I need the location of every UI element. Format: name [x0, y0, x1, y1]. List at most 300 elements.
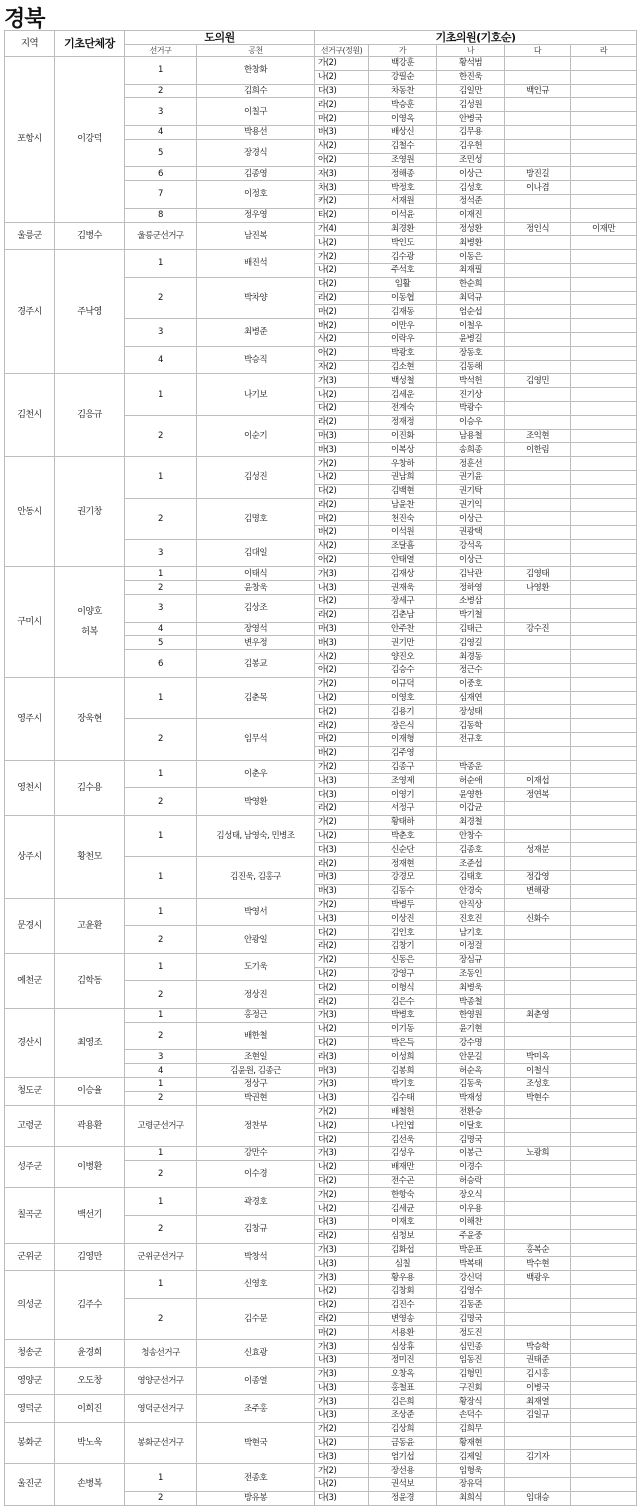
candidate-cell — [571, 181, 637, 195]
district-cell: 1 — [125, 457, 197, 498]
subdistrict-cell: 자(2) — [315, 360, 369, 374]
subdistrict-cell: 나(3) — [315, 1353, 369, 1367]
district-cell: 2 — [125, 277, 197, 318]
nominee-cell: 김성진 — [197, 457, 315, 498]
candidate-cell: 이동은 — [437, 250, 505, 264]
candidate-cell — [571, 346, 637, 360]
subdistrict-cell: 나(3) — [315, 774, 369, 788]
candidate-cell — [571, 1367, 637, 1381]
candidate-cell — [571, 263, 637, 277]
candidate-cell — [505, 760, 571, 774]
nominee-cell: 이춘우 — [197, 760, 315, 788]
candidate-cell: 안창수 — [437, 829, 505, 843]
candidate-cell: 최병환 — [437, 236, 505, 250]
candidate-cell — [571, 898, 637, 912]
nominee-cell: 김창규 — [197, 1215, 315, 1243]
district-cell: 2 — [125, 84, 197, 98]
subdistrict-cell: 나(3) — [315, 1091, 369, 1105]
subdistrict-cell: 라(2) — [315, 98, 369, 112]
subdistrict-cell: 다(2) — [315, 401, 369, 415]
candidate-cell — [505, 995, 571, 1009]
candidate-cell: 김성원 — [437, 98, 505, 112]
nominee-cell: 강만수 — [197, 1146, 315, 1160]
subdistrict-cell: 나(2) — [315, 691, 369, 705]
candidate-cell: 엄순섭 — [437, 305, 505, 319]
candidate-cell: 권재욱 — [369, 581, 437, 595]
nominee-cell: 박권현 — [197, 1091, 315, 1105]
subdistrict-cell: 마(2) — [315, 305, 369, 319]
subdistrict-cell: 다(2) — [315, 1133, 369, 1147]
candidate-cell — [571, 1326, 637, 1340]
candidate-cell: 이달호 — [437, 1119, 505, 1133]
candidate-cell — [505, 1133, 571, 1147]
candidate-cell — [571, 1422, 637, 1436]
subdistrict-cell: 나(2) — [315, 967, 369, 981]
candidate-cell: 김제일 — [437, 1450, 505, 1464]
candidate-cell: 이갑균 — [437, 802, 505, 816]
subdistrict-cell: 다(2) — [315, 705, 369, 719]
candidate-cell — [571, 1146, 637, 1160]
candidate-cell: 김백현 — [369, 484, 437, 498]
subdistrict-cell: 마(3) — [315, 622, 369, 636]
candidate-cell: 박병호 — [369, 1008, 437, 1022]
subdistrict-cell: 나(2) — [315, 829, 369, 843]
subdistrict-cell: 다(2) — [315, 926, 369, 940]
head-cell: 김수용 — [55, 760, 125, 815]
candidate-cell: 변해광 — [505, 884, 571, 898]
candidate-cell: 박미옥 — [505, 1050, 571, 1064]
candidate-cell — [571, 1022, 637, 1036]
candidate-cell: 최병욱 — [437, 981, 505, 995]
candidate-cell — [505, 636, 571, 650]
candidate-cell — [571, 319, 637, 333]
candidate-cell — [571, 802, 637, 816]
district-cell: 1 — [125, 953, 197, 981]
candidate-cell: 정재정 — [369, 415, 437, 429]
candidate-cell — [571, 1395, 637, 1409]
candidate-cell: 나인엽 — [369, 1119, 437, 1133]
candidate-cell — [505, 470, 571, 484]
candidate-cell: 김명국 — [437, 1312, 505, 1326]
region-cell: 청송군 — [5, 1340, 55, 1368]
district-cell: 2 — [125, 719, 197, 760]
candidate-cell — [571, 1271, 637, 1285]
subdistrict-cell: 다(2) — [315, 1174, 369, 1188]
candidate-cell: 전계숙 — [369, 401, 437, 415]
nominee-cell: 신효광 — [197, 1340, 315, 1368]
subdistrict-cell: 다(3) — [315, 788, 369, 802]
candidate-cell — [571, 360, 637, 374]
candidate-cell: 양진오 — [369, 650, 437, 664]
col-header-da: 다 — [505, 45, 571, 57]
candidate-cell: 김수광 — [369, 250, 437, 264]
subdistrict-cell: 다(2) — [315, 484, 369, 498]
subdistrict-cell: 사(2) — [315, 650, 369, 664]
subdistrict-cell: 라(2) — [315, 857, 369, 871]
candidate-cell — [571, 1160, 637, 1174]
candidate-cell: 심칠 — [369, 1257, 437, 1271]
candidate-cell: 남용철 — [437, 429, 505, 443]
candidate-cell — [571, 457, 637, 471]
nominee-cell: 변우정 — [197, 636, 315, 650]
district-cell: 1 — [125, 815, 197, 856]
subdistrict-cell: 다(3) — [315, 1450, 369, 1464]
district-cell: 1 — [125, 760, 197, 788]
subdistrict-cell: 바(2) — [315, 319, 369, 333]
candidate-cell — [571, 1436, 637, 1450]
candidate-cell — [571, 912, 637, 926]
candidate-cell: 김주영 — [369, 746, 437, 760]
candidate-cell — [505, 815, 571, 829]
candidate-cell — [571, 788, 637, 802]
candidate-cell: 김우헌 — [437, 139, 505, 153]
subdistrict-cell: 라(2) — [315, 995, 369, 1009]
candidate-cell: 심재연 — [437, 691, 505, 705]
candidate-cell — [571, 691, 637, 705]
nominee-cell: 정우영 — [197, 208, 315, 222]
candidate-cell: 금동윤 — [369, 1436, 437, 1450]
subdistrict-cell: 다(2) — [315, 1298, 369, 1312]
candidate-cell: 심상휴 — [369, 1340, 437, 1354]
candidate-cell: 정훈선 — [437, 457, 505, 471]
district-cell: 2 — [125, 1160, 197, 1188]
candidate-cell: 김상희 — [369, 1422, 437, 1436]
candidate-cell: 박석헌 — [437, 374, 505, 388]
subdistrict-cell: 다(2) — [315, 1036, 369, 1050]
candidate-cell: 권기만 — [369, 636, 437, 650]
candidate-cell — [505, 1326, 571, 1340]
candidate-cell — [571, 1008, 637, 1022]
nominee-cell: 김대일 — [197, 539, 315, 567]
candidate-cell: 김은희 — [369, 1395, 437, 1409]
candidate-cell: 진호진 — [437, 912, 505, 926]
page-title: 경북 — [4, 7, 45, 32]
nominee-cell: 도기욱 — [197, 953, 315, 981]
district-cell: 영덕군선거구 — [125, 1395, 197, 1423]
head-cell: 김응규 — [55, 374, 125, 457]
candidate-cell: 박승학 — [505, 1340, 571, 1354]
candidate-cell: 한진욱 — [437, 70, 505, 84]
candidate-cell: 허순옥 — [437, 1064, 505, 1078]
candidate-cell — [571, 884, 637, 898]
candidate-cell: 김종호 — [437, 843, 505, 857]
candidate-cell — [505, 1478, 571, 1492]
candidate-cell — [505, 153, 571, 167]
candidate-cell: 이한림 — [505, 443, 571, 457]
candidate-cell — [505, 1298, 571, 1312]
candidate-cell — [505, 898, 571, 912]
candidate-cell: 김진수 — [369, 1298, 437, 1312]
candidate-cell: 권기탁 — [437, 484, 505, 498]
candidate-cell — [571, 1036, 637, 1050]
nominee-cell: 정찬부 — [197, 1105, 315, 1146]
candidate-cell — [571, 719, 637, 733]
candidate-cell — [571, 291, 637, 305]
candidate-cell: 조준섭 — [437, 857, 505, 871]
subdistrict-cell: 마(2) — [315, 512, 369, 526]
district-cell: 1 — [125, 857, 197, 898]
district-cell: 3 — [125, 319, 197, 347]
nominee-cell: 이칠구 — [197, 98, 315, 126]
candidate-cell: 이철우 — [437, 319, 505, 333]
candidate-cell: 심청보 — [369, 1229, 437, 1243]
candidate-cell: 한항숙 — [369, 1188, 437, 1202]
head-cell: 이승율 — [55, 1077, 125, 1105]
candidate-cell: 이병국 — [505, 1381, 571, 1395]
subdistrict-cell: 라(2) — [315, 1229, 369, 1243]
candidate-cell — [505, 360, 571, 374]
candidate-cell — [571, 553, 637, 567]
candidate-cell: 김창회 — [369, 1284, 437, 1298]
candidate-cell: 조영원 — [369, 153, 437, 167]
candidate-cell — [505, 677, 571, 691]
subdistrict-cell: 자(3) — [315, 167, 369, 181]
subdistrict-cell: 가(3) — [315, 1395, 369, 1409]
candidate-cell: 안문길 — [437, 1050, 505, 1064]
nominee-cell: 정상구 — [197, 1077, 315, 1091]
district-cell: 2 — [125, 1091, 197, 1105]
table-row — [5, 953, 637, 967]
candidate-cell: 장세구 — [369, 595, 437, 609]
candidate-cell — [571, 429, 637, 443]
candidate-cell — [571, 112, 637, 126]
subdistrict-cell: 사(2) — [315, 139, 369, 153]
col-header-district: 선거구 — [125, 45, 197, 57]
head-cell: 장욱현 — [55, 677, 125, 760]
candidate-cell: 김영길 — [437, 636, 505, 650]
head-cell: 곽용환 — [55, 1105, 125, 1146]
district-cell: 1 — [125, 567, 197, 581]
subdistrict-cell: 아(2) — [315, 664, 369, 678]
candidate-cell — [571, 581, 637, 595]
subdistrict-cell: 가(2) — [315, 1464, 369, 1478]
candidate-cell — [505, 263, 571, 277]
candidate-cell — [571, 1257, 637, 1271]
candidate-cell: 소병삼 — [437, 595, 505, 609]
candidate-cell: 서재원 — [369, 194, 437, 208]
subdistrict-cell: 마(2) — [315, 112, 369, 126]
candidate-cell — [505, 291, 571, 305]
district-cell: 군위군선거구 — [125, 1243, 197, 1271]
table-row — [5, 1243, 637, 1257]
subdistrict-cell: 가(2) — [315, 457, 369, 471]
candidate-cell: 주석호 — [369, 263, 437, 277]
candidate-cell: 최경철 — [437, 815, 505, 829]
candidate-cell — [571, 1105, 637, 1119]
candidate-cell — [505, 1436, 571, 1450]
subdistrict-cell: 바(2) — [315, 526, 369, 540]
subdistrict-cell: 다(3) — [315, 84, 369, 98]
candidate-cell — [571, 332, 637, 346]
candidate-cell: 김태근 — [437, 622, 505, 636]
district-cell: 2 — [125, 415, 197, 456]
subdistrict-cell: 가(3) — [315, 1367, 369, 1381]
candidate-cell: 권기익 — [437, 498, 505, 512]
district-cell: 1 — [125, 250, 197, 278]
subdistrict-cell: 가(2) — [315, 57, 369, 71]
table-row — [5, 1008, 637, 1022]
district-cell: 1 — [125, 677, 197, 718]
nominee-cell: 박창석 — [197, 1243, 315, 1271]
district-cell: 봉화군선거구 — [125, 1422, 197, 1463]
nominee-cell: 조주홍 — [197, 1395, 315, 1423]
candidate-cell — [571, 567, 637, 581]
candidate-cell — [571, 139, 637, 153]
nominee-cell: 박용선 — [197, 125, 315, 139]
candidate-cell: 이상근 — [437, 512, 505, 526]
subdistrict-cell: 나(2) — [315, 70, 369, 84]
district-cell: 6 — [125, 167, 197, 181]
nominee-cell: 박현국 — [197, 1422, 315, 1463]
candidate-cell — [505, 802, 571, 816]
candidate-cell: 송희종 — [437, 443, 505, 457]
table-row — [5, 57, 637, 71]
candidate-cell — [571, 733, 637, 747]
subdistrict-cell: 가(3) — [315, 1243, 369, 1257]
candidate-cell: 백강훈 — [369, 57, 437, 71]
region-cell: 구미시 — [5, 567, 55, 677]
nominee-cell: 김희수 — [197, 84, 315, 98]
subdistrict-cell: 나(2) — [315, 470, 369, 484]
candidate-cell — [571, 277, 637, 291]
district-cell: 4 — [125, 125, 197, 139]
district-cell: 2 — [125, 581, 197, 595]
region-cell: 울릉군 — [5, 222, 55, 250]
nominee-cell: 한창화 — [197, 57, 315, 85]
table-row — [5, 567, 637, 581]
candidate-cell: 김일규 — [505, 1409, 571, 1423]
candidate-cell: 김화섭 — [369, 1243, 437, 1257]
subdistrict-cell: 다(3) — [315, 843, 369, 857]
subdistrict-cell: 나(2) — [315, 1119, 369, 1133]
candidate-cell — [571, 857, 637, 871]
candidate-cell: 김동욱 — [437, 1077, 505, 1091]
candidate-cell: 김영태 — [505, 567, 571, 581]
candidate-cell — [505, 1022, 571, 1036]
candidate-cell — [505, 940, 571, 954]
district-cell: 1 — [125, 1188, 197, 1216]
subdistrict-cell: 나(2) — [315, 1202, 369, 1216]
candidate-cell — [571, 1340, 637, 1354]
candidate-cell: 이만우 — [369, 319, 437, 333]
head-cell: 백선기 — [55, 1188, 125, 1243]
district-cell: 6 — [125, 650, 197, 678]
candidate-cell — [505, 57, 571, 71]
candidate-cell: 정갑영 — [505, 871, 571, 885]
candidate-cell: 김영수 — [437, 1284, 505, 1298]
subdistrict-cell: 다(2) — [315, 981, 369, 995]
candidate-cell — [571, 470, 637, 484]
candidate-cell: 정석준 — [437, 194, 505, 208]
subdistrict-cell: 다(2) — [315, 277, 369, 291]
candidate-cell: 손덕수 — [437, 1409, 505, 1423]
candidate-cell — [505, 829, 571, 843]
candidate-cell: 김동해 — [437, 360, 505, 374]
candidate-cell: 정해종 — [369, 167, 437, 181]
candidate-cell — [571, 1229, 637, 1243]
subdistrict-cell: 가(3) — [315, 1077, 369, 1091]
district-cell: 4 — [125, 346, 197, 374]
candidate-cell: 장선용 — [369, 1464, 437, 1478]
col-header-basic: 기초의원(기호순) — [315, 31, 637, 45]
candidate-cell: 조영제 — [369, 774, 437, 788]
subdistrict-cell: 나(2) — [315, 236, 369, 250]
subdistrict-cell: 가(2) — [315, 815, 369, 829]
candidate-cell: 김재동 — [369, 305, 437, 319]
district-cell: 5 — [125, 636, 197, 650]
nominee-cell: 홍정근 — [197, 1008, 315, 1022]
subdistrict-cell: 나(2) — [315, 1022, 369, 1036]
candidate-cell — [571, 940, 637, 954]
col-header-provincial: 도의원 — [125, 31, 315, 45]
subdistrict-cell: 다(2) — [315, 595, 369, 609]
candidate-cell: 김세운 — [369, 388, 437, 402]
candidate-cell: 변영송 — [369, 1312, 437, 1326]
district-cell: 영양군선거구 — [125, 1367, 197, 1395]
subdistrict-cell: 마(2) — [315, 733, 369, 747]
candidate-cell — [505, 981, 571, 995]
nominee-cell: 정상진 — [197, 981, 315, 1009]
candidate-cell — [571, 829, 637, 843]
subdistrict-cell: 가(2) — [315, 1188, 369, 1202]
district-cell: 2 — [125, 1298, 197, 1339]
candidate-cell: 전규호 — [437, 733, 505, 747]
nominee-cell: 김수문 — [197, 1298, 315, 1339]
region-cell: 칠곡군 — [5, 1188, 55, 1243]
table-row — [5, 1422, 637, 1436]
nominee-cell: 배진석 — [197, 250, 315, 278]
candidate-cell: 박종철 — [437, 995, 505, 1009]
candidate-cell — [505, 664, 571, 678]
candidate-cell: 이영호 — [369, 691, 437, 705]
nominee-cell: 박차양 — [197, 277, 315, 318]
candidate-cell — [505, 1036, 571, 1050]
region-cell: 상주시 — [5, 815, 55, 898]
head-cell: 오도창 — [55, 1367, 125, 1395]
candidate-cell — [571, 953, 637, 967]
candidate-cell: 이규덕 — [369, 677, 437, 691]
candidate-cell: 이해찬 — [437, 1215, 505, 1229]
candidate-cell: 최춘영 — [505, 1008, 571, 1022]
candidate-cell: 김수태 — [369, 1091, 437, 1105]
candidate-cell: 이재진 — [437, 208, 505, 222]
candidate-cell — [505, 857, 571, 871]
candidate-cell — [571, 98, 637, 112]
candidate-cell — [505, 526, 571, 540]
candidate-cell: 안병국 — [437, 112, 505, 126]
candidate-cell: 박기호 — [369, 1077, 437, 1091]
candidate-cell: 엄기섭 — [369, 1450, 437, 1464]
candidate-cell — [571, 926, 637, 940]
candidate-cell: 정연복 — [505, 788, 571, 802]
district-cell: 2 — [125, 1022, 197, 1050]
candidate-cell: 김종구 — [369, 760, 437, 774]
candidate-cell: 백성철 — [369, 374, 437, 388]
subdistrict-cell: 가(2) — [315, 760, 369, 774]
candidate-cell — [571, 1381, 637, 1395]
region-cell: 포항시 — [5, 57, 55, 223]
district-cell: 3 — [125, 595, 197, 623]
candidate-cell: 김무용 — [437, 125, 505, 139]
subdistrict-cell: 아(2) — [315, 553, 369, 567]
nominee-cell: 김상조 — [197, 595, 315, 623]
candidate-cell: 박재성 — [437, 1091, 505, 1105]
candidate-cell: 허순애 — [437, 774, 505, 788]
subdistrict-cell: 다(3) — [315, 1215, 369, 1229]
head-cell: 이양호 허복 — [55, 567, 125, 677]
candidate-cell: 권태준 — [505, 1353, 571, 1367]
candidate-cell: 방진길 — [505, 167, 571, 181]
